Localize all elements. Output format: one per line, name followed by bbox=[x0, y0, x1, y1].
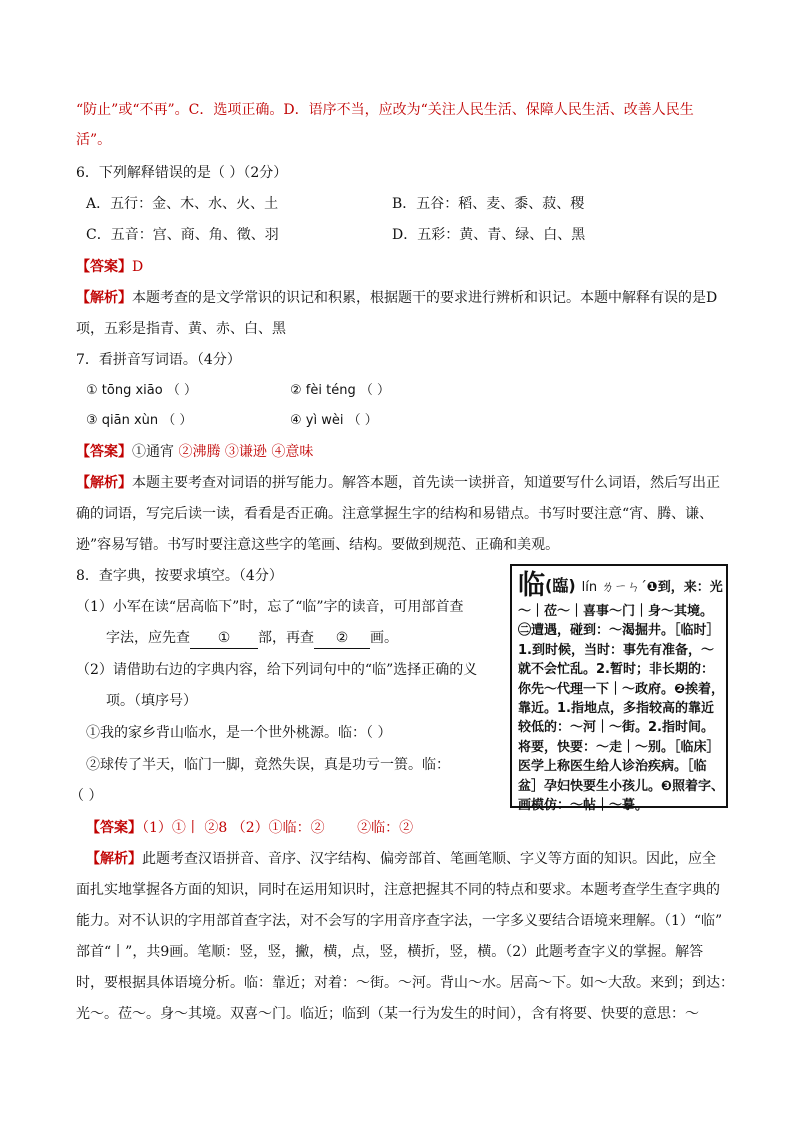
q8-sentence-1: ①我的家乡背山临水，是一个世外桃源。临：（ ） bbox=[86, 725, 392, 741]
q8-analysis-line-1 bbox=[86, 849, 716, 869]
q8-analysis-line-3: 能力。对不认识的字用部首查字法，对不会写的字用音序查字法，一字多义要结合语境来理解。（1）“临” bbox=[76, 913, 723, 929]
q7-stem: 7．看拼音写词语。（4分） bbox=[76, 352, 241, 368]
q7-analysis-line-3: 逊”容易写错。书写时要注意这些字的笔画、结构。要做到规范、正确和美观。 bbox=[76, 537, 560, 553]
q7-item-1: ① tōng xiāo （ ） bbox=[86, 383, 197, 398]
q8-part1-line-2 bbox=[106, 628, 398, 649]
q6-option-c: C．五音：宫、商、角、徵、羽 bbox=[86, 227, 279, 243]
q8-analysis-tag: 【解析】 bbox=[86, 851, 142, 867]
q8-analysis-text-1: 此题考查汉语拼音、音序、汉字结构、偏旁部首、笔画笔顺、字义等方面的知识。因此，应全 bbox=[142, 851, 716, 867]
dictionary-traditional: (臨) bbox=[545, 576, 576, 595]
q6-option-b: B．五谷：稻、麦、黍、菽、稷 bbox=[392, 196, 585, 212]
q8-part1-text-c: 画。 bbox=[370, 630, 398, 646]
q6-stem: 6．下列解释错误的是（ ）（2分） bbox=[76, 165, 288, 181]
q7-item-2: ② fèi téng （ ） bbox=[290, 383, 390, 398]
q8-part1-text-a: 字法，应先查 bbox=[106, 630, 190, 646]
q7-analysis-line-2: 确的词语，写完后读一读，看看是否正确。注意掌握生字的结构和易错点。书写时要注意“宵、腾、谦、 bbox=[76, 506, 714, 522]
q7-item-4: ④ yì wèi （ ） bbox=[290, 413, 378, 428]
dictionary-pinyin: lín ㄌㄧㄣˊ bbox=[581, 580, 647, 595]
q6-analysis-tag: 【解析】 bbox=[76, 290, 132, 306]
q8-part1-line-1: （1）小军在读“居高临下”时，忘了“临”字的读音，可用部首查 bbox=[76, 599, 464, 615]
q6-analysis-text-1: 本题考查的是文学常识的识记和积累，根据题干的要求进行辨析和识记。本题中解释有误的是D bbox=[132, 290, 718, 306]
q6-option-d: D．五彩：黄、青、绿、白、黑 bbox=[392, 227, 586, 243]
q8-part2-line-1: （2）请借助右边的字典内容，给下列词句中的“临”选择正确的义 bbox=[76, 662, 478, 678]
q7-item-3: ③ qiān xùn （ ） bbox=[86, 413, 193, 428]
q8-sentence-2: ②球传了半天，临门一脚，竟然失误，真是功亏一篑。临： bbox=[86, 757, 450, 773]
q6-analysis-line-2: 项，五彩是指青、黄、赤、白、黑 bbox=[76, 321, 286, 337]
q6-answer-value: D bbox=[132, 259, 144, 275]
q7-answer-rest: ②沸腾 ③谦逊 ④意味 bbox=[174, 444, 314, 460]
q8-answer-a: （1）①丨 ②8 （2）①临：② bbox=[142, 820, 325, 836]
q8-analysis-line-6: 光～。莅～。身～其境。双喜～门。临近；临到（某一行为发生的时间），含有将要、快要的意思：～ bbox=[76, 1006, 699, 1022]
prev-explanation-text: 。C．选项正确。D．语序不当，应改为“关注人民生活、保障人民生活、改善人民生 bbox=[174, 102, 694, 118]
dictionary-entry-figure bbox=[510, 564, 728, 814]
q8-stem: 8．查字典，按要求填空。（4分） bbox=[76, 568, 283, 584]
q6-answer bbox=[76, 257, 143, 277]
q8-analysis-line-4: 部首“丨”，共9画。笔顺：竖，竖，撇，横，点，竖，横折，竖，横。（2）此题考查字义的掌握。解答 bbox=[76, 944, 704, 960]
q8-analysis-line-5: 时，要根据具体语境分析。临：靠近；对着：～街。～河。背山～水。居高～下。如～大敌。来到；到达： bbox=[76, 975, 734, 991]
q7-analysis-tag: 【解析】 bbox=[76, 475, 132, 491]
prev-explanation-line-2: 活”。 bbox=[76, 132, 112, 148]
dictionary-entry-text bbox=[518, 570, 724, 815]
q8-blank-1[interactable]: ① bbox=[190, 628, 258, 649]
q6-analysis-line-1 bbox=[76, 288, 717, 308]
prev-explanation-line-1 bbox=[76, 100, 694, 120]
q7-answer bbox=[76, 442, 313, 462]
q6-option-a: A．五行：金、木、水、火、土 bbox=[86, 196, 279, 212]
q8-part1-text-b: 部，再查 bbox=[258, 630, 314, 646]
q7-analysis-line-1 bbox=[76, 473, 720, 493]
q8-part2-line-2: 项。（填序号） bbox=[106, 693, 197, 709]
q8-answer-b: ②临：② bbox=[357, 820, 414, 836]
q7-answer-first: ①通宵 bbox=[132, 444, 174, 460]
q7-analysis-text-1: 本题主要考查对词语的拼写能力。解答本题，首先读一读拼音，知道要写什么词语，然后写出正 bbox=[132, 475, 720, 491]
q8-answer bbox=[86, 818, 413, 838]
q8-analysis-line-2: 面扎实地掌握各方面的知识，同时在运用知识时，注意把握其不同的特点和要求。本题考查学生查字典的 bbox=[76, 882, 720, 898]
q8-sentence-2-paren: （ ） bbox=[70, 788, 103, 804]
dictionary-headword: 临 bbox=[518, 570, 545, 601]
q8-answer-tag: 【答案】 bbox=[86, 820, 142, 836]
q8-blank-2[interactable]: ② bbox=[314, 628, 370, 649]
q7-answer-tag: 【答案】 bbox=[76, 444, 132, 460]
dictionary-definitions: ❶到，来：光～｜莅～｜喜事～门｜身～其境。㊁遭遇，碰到：～渴掘井。［临时］1.到时候，当时：事先有准备，～就不会忙乱。2.暂时；非长期的：你先～代理一下｜～政府。❷挨着，靠近。1.指地点，多指较高的靠近较低的：～河｜～街。2.指时间。将要，快要：～走｜～别。［临床］医学上称医生给人诊治疾病。［临盆］孕妇快要生小孩儿。❸照着字、画模仿：～帖｜～摹。 bbox=[518, 580, 725, 814]
q6-answer-tag: 【答案】 bbox=[76, 259, 132, 275]
prev-explanation-red-text: “防止”或“不再” bbox=[76, 102, 175, 118]
